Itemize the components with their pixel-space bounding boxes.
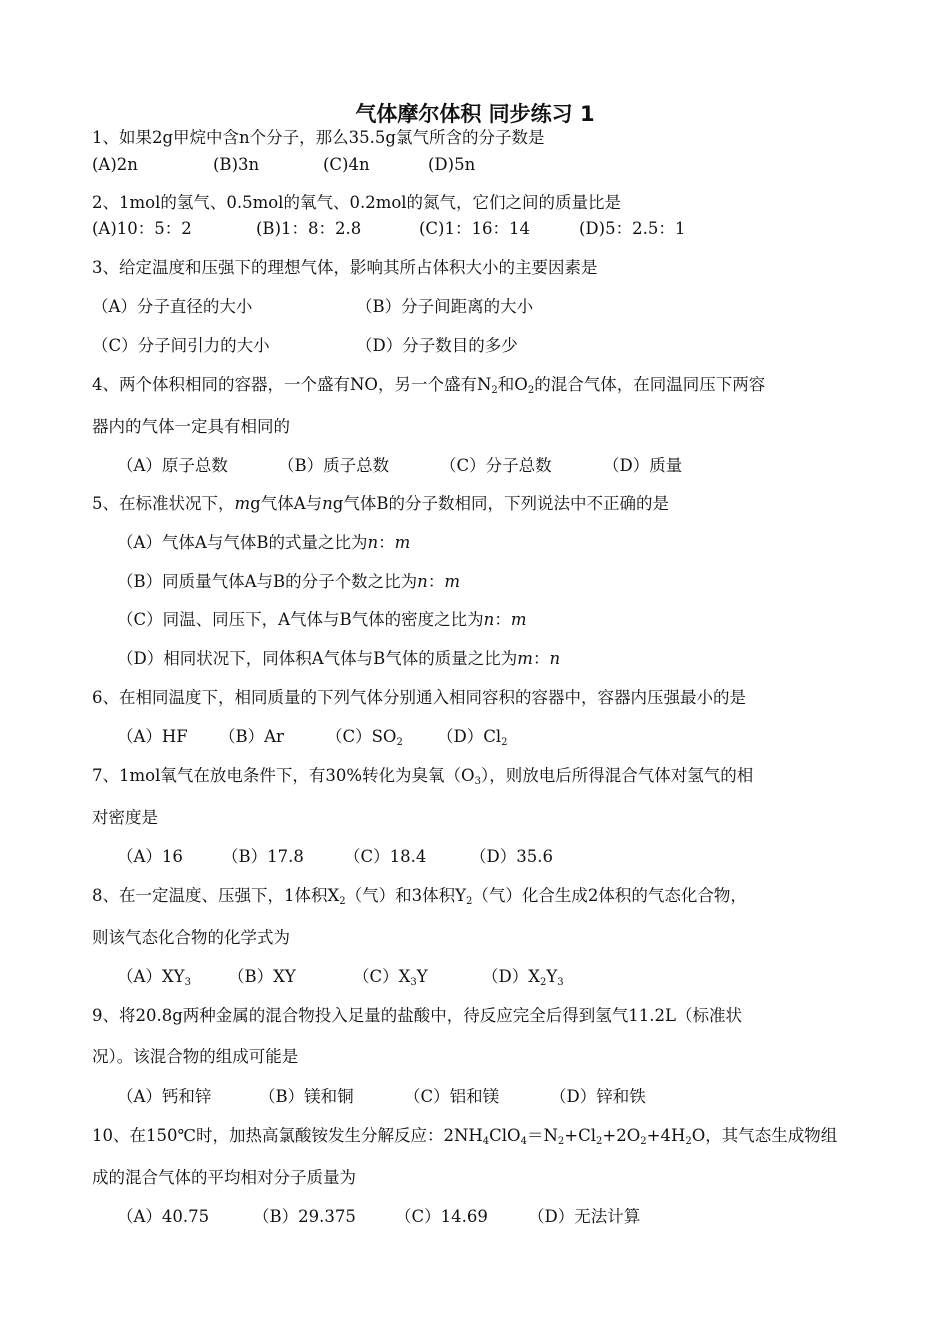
option-c: [326, 726, 403, 748]
option-b: （B）镁和铜: [259, 1087, 354, 1106]
subscript: 2: [466, 896, 473, 907]
page-title: 气体摩尔体积 同步练习 1: [355, 102, 595, 126]
subscript: 2: [527, 385, 535, 396]
var: n: [483, 610, 495, 629]
option-c: [117, 609, 526, 631]
subscript: 4: [520, 1136, 527, 1147]
question-5-stem: [92, 493, 669, 515]
stem-text: 5、在标准状况下，: [92, 494, 235, 513]
question-8-stem-line2: 则该气态化合物的化学式为: [92, 928, 290, 947]
option-text: （D）X: [482, 967, 540, 986]
subscript: 2: [396, 737, 403, 748]
question-10-stem-line2: 成的混合气体的平均相对分子质量为: [92, 1168, 356, 1187]
question-10-stem: [92, 1125, 837, 1147]
stem-text: O，其气态生成物组: [691, 1126, 838, 1145]
subscript: 2: [640, 1136, 647, 1147]
question-8-stem: [92, 885, 747, 907]
var: m: [394, 533, 411, 552]
stem-text: +Cl: [564, 1126, 597, 1145]
option-d: （D）质量: [603, 456, 683, 475]
subscript: 4: [482, 1136, 490, 1147]
option-b: （B）17.8: [222, 847, 304, 866]
option-d: [437, 726, 508, 748]
var: n: [367, 533, 379, 552]
option-c: （C）铝和镁: [404, 1087, 500, 1106]
question-4-stem: [92, 374, 765, 396]
stem-text: 8、在一定温度、压强下，1体积X: [92, 886, 340, 905]
stem-text: ），则放电后所得混合气体对氢气的相: [480, 766, 754, 785]
option-a: （A）钙和锌: [117, 1087, 212, 1106]
subscript: 3: [410, 977, 417, 988]
question-9-stem-line2: 况）。该混合物的组成可能是: [92, 1047, 299, 1066]
stem-text: ＝N: [526, 1126, 558, 1145]
stem-text: 7、1mol氧气在放电条件下，有30%转化为臭氧（O: [92, 766, 475, 785]
stem-text: 4、两个体积相同的容器，一个盛有NO，另一个盛有N: [92, 375, 492, 394]
subscript: 2: [596, 1136, 603, 1147]
subscript: 3: [474, 776, 481, 787]
option-a: （A）40.75: [117, 1207, 210, 1226]
option-c: （C）分子总数: [440, 456, 552, 475]
ratio-colon: ：: [532, 649, 550, 668]
option-text: Y: [546, 967, 558, 986]
option-a: （A）原子总数: [117, 456, 228, 475]
stem-text: +4H: [646, 1126, 686, 1145]
stem-text: 和O: [497, 375, 528, 394]
stem-text: ClO: [489, 1126, 521, 1145]
option-c: [353, 966, 428, 988]
option-b: （B）分子间距离的大小: [356, 297, 534, 316]
stem-text: g气体B的分子数相同，下列说法中不正确的是: [332, 494, 669, 513]
option-b: [117, 571, 460, 593]
var: m: [510, 610, 527, 629]
option-a: （A）分子直径的大小: [92, 297, 253, 316]
option-d: (D)5n: [428, 155, 476, 174]
subscript: 2: [491, 385, 498, 396]
var: n: [549, 649, 561, 668]
subscript: 3: [557, 977, 564, 988]
option-d: （D）锌和铁: [550, 1087, 646, 1106]
stem-text: g气体A与: [250, 494, 323, 513]
question-6-stem: 6、在相同温度下，相同质量的下列气体分别通入相同容积的容器中，容器内压强最小的是: [92, 688, 746, 707]
ratio-colon: ：: [494, 610, 511, 629]
option-text: （B）同质量气体A与B的分子个数之比为: [117, 572, 418, 591]
option-text: Y: [416, 967, 428, 986]
stem-text: （气）化合生成2体积的气态化合物，: [472, 886, 747, 905]
option-d: [482, 966, 564, 988]
option-c: （C）分子间引力的大小: [92, 336, 270, 355]
option-text: （A）气体A与气体B的式量之比为: [117, 533, 368, 552]
option-b: （B）质子总数: [278, 456, 390, 475]
option-c: （C）14.69: [395, 1207, 488, 1226]
subscript: 3: [184, 977, 191, 988]
var-n: n: [322, 494, 333, 513]
option-text: （C）X: [353, 967, 411, 986]
option-a: (A)10：5：2: [92, 219, 192, 238]
option-d: （D）无法计算: [528, 1207, 641, 1226]
var-m: m: [234, 494, 251, 513]
stem-text: +2O: [602, 1126, 641, 1145]
var: m: [517, 649, 533, 668]
option-b: (B)3n: [213, 155, 260, 174]
option-c: (C)4n: [323, 155, 370, 174]
question-1-stem: 1、如果2g甲烷中含n个分子，那么35.5g氯气所含的分子数是: [92, 128, 545, 147]
option-b: （B）29.375: [253, 1207, 356, 1226]
option-a: （A）16: [117, 847, 183, 866]
question-7-stem-line2: 对密度是: [92, 808, 158, 827]
var: n: [417, 572, 428, 591]
option-d: （D）35.6: [470, 847, 553, 866]
option-text: （C）SO: [326, 727, 397, 746]
option-a: （A）HF: [117, 727, 188, 746]
subscript: 2: [685, 1136, 692, 1147]
question-3-stem: 3、给定温度和压强下的理想气体，影响其所占体积大小的主要因素是: [92, 258, 598, 277]
question-2-stem: 2、1mol的氢气、0.5mol的氧气、0.2mol的氮气，它们之间的质量比是: [92, 193, 622, 212]
option-d: （D）分子数目的多少: [356, 336, 518, 355]
option-d: [117, 648, 560, 670]
option-c: (C)1：16：14: [419, 219, 530, 238]
option-text: （A）XY: [117, 967, 185, 986]
option-text: （D）Cl: [437, 727, 502, 746]
option-b: (B)1：8：2.8: [256, 219, 362, 238]
subscript: 2: [557, 1136, 565, 1147]
option-c: （C）18.4: [344, 847, 427, 866]
option-text: （C）同温、同压下，A气体与B气体的密度之比为: [117, 610, 484, 629]
stem-text: （气）和3体积Y: [345, 886, 467, 905]
ratio-colon: ：: [427, 572, 445, 591]
var: m: [444, 572, 460, 591]
stem-text: 的混合气体，在同温同压下两容: [534, 375, 766, 394]
subscript: 2: [501, 737, 508, 748]
subscript: 2: [339, 896, 346, 907]
stem-text: 10、在150℃时，加热高氯酸铵发生分解反应：2NH: [92, 1126, 483, 1145]
ratio-colon: ：: [378, 533, 395, 552]
option-a: [117, 966, 191, 988]
option-a: (A)2n: [92, 155, 138, 174]
question-4-stem-line2: 器内的气体一定具有相同的: [92, 417, 290, 436]
option-d: (D)5：2.5：1: [579, 219, 686, 238]
subscript: 2: [539, 977, 547, 988]
option-text: （D）相同状况下，同体积A气体与B气体的质量之比为: [117, 649, 518, 668]
question-9-stem: 9、将20.8g两种金属的混合物投入足量的盐酸中，待反应完全后得到氢气11.2L（标准状: [92, 1006, 742, 1025]
option-b: （B）Ar: [219, 727, 284, 746]
question-7-stem: [92, 765, 753, 787]
option-b: （B）XY: [228, 967, 296, 986]
option-a: [117, 532, 410, 554]
